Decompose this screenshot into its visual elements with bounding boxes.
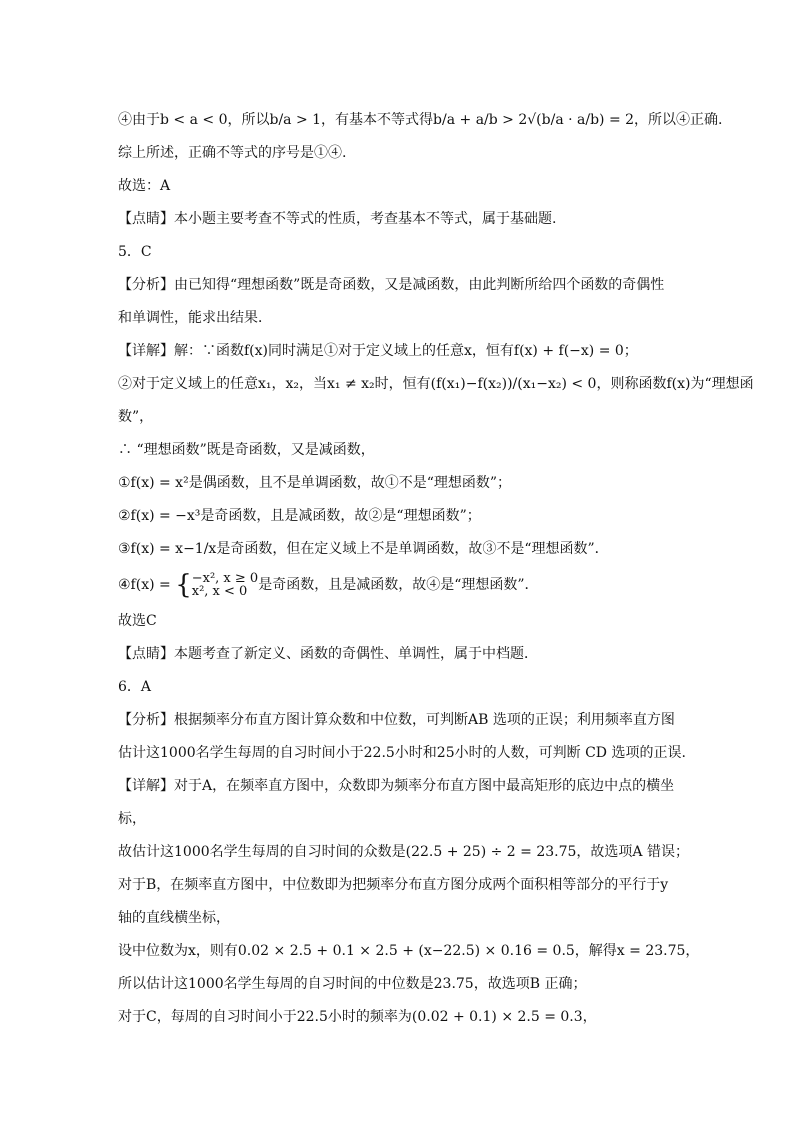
text-line: ∴ “理想函数”既是奇函数，又是减函数， [118,442,375,458]
brace-glyph: { [175,570,192,600]
text-line: 对于B，在频率直方图中，中位数即为把频率分布直方图分成两个面积相等部分的平行于y [118,877,669,893]
text-line: 【分析】由已知得“理想函数”既是奇函数，又是减函数，由此判断所给四个函数的奇偶性 [118,277,665,293]
text-line: 和单调性，能求出结果． [118,310,272,326]
piecewise-cases [192,572,258,598]
text-line: 轴的直线横坐标， [118,910,230,926]
text-line: 【详解】解：∵函数f(x)同时满足①对于定义域上的任意x，恒有f(x) + f(−x) = 0； [118,343,638,359]
text-line: 【详解】对于A，在频率直方图中，众数即为频率分布直方图中最高矩形的底边中点的横坐 [118,778,675,794]
text-line: ④由于b < a < 0，所以b/a > 1，有基本不等式得b/a + a/b > 2√(b/a · a/b) = 2，所以④正确. [118,112,723,128]
text-line: 综上所述，正确不等式的序号是①④. [118,145,347,161]
text-line: ①f(x) = x²是偶函数，且不是单调函数，故①不是“理想函数”； [118,475,512,491]
case-1: −x², x ≥ 0 [191,571,259,586]
text-line: 估计这1000名学生每周的自习时间小于22.5小时和25小时的人数，可判断 CD 选项的正误. [118,745,686,761]
question-number: 6．A [118,679,152,695]
text-line: 故选：A [118,178,171,194]
text-line: 【分析】根据频率分布直方图计算众数和中位数，可判断AB 选项的正误；利用频率直方图 [118,712,675,728]
piecewise-prefix: ④f(x) = [118,577,176,593]
question-number: 5．C [118,244,152,260]
case-2: x², x < 0 [191,584,248,599]
text-line: 【点睛】本题考查了新定义、函数的奇偶性、单调性，属于中档题． [118,646,538,662]
text-line: 故估计这1000名学生每周的自习时间的众数是(22.5 + 25) ÷ 2 = 23.75，故选项A 错误； [118,844,689,860]
piecewise-line [118,568,688,602]
text-line: 故选C [118,613,157,629]
text-line: 标， [118,811,146,827]
text-line: ②f(x) = −x³是奇函数，且是减函数，故②是“理想函数”； [118,508,481,524]
document-page [118,106,754,1036]
text-line: 数”， [118,409,154,425]
text-line: ③f(x) = x−1/x是奇函数，但在定义域上不是单调函数，故③不是“理想函数”． [118,541,609,557]
text-line: 【点睛】本小题主要考查不等式的性质，考查基本不等式，属于基础题. [118,211,557,227]
text-line: ②对于定义域上的任意x₁，x₂，当x₁ ≠ x₂时，恒有(f(x₁)−f(x₂))/(x₁−x₂) < 0，则称函数f(x)为“理想函 [118,376,754,392]
text-line: 所以估计这1000名学生每周的自习时间的中位数是23.75，故选项B 正确； [118,976,587,992]
text-line: 设中位数为x，则有0.02 × 2.5 + 0.1 × 2.5 + (x−22.5) × 0.16 = 0.5，解得x = 23.75， [118,943,700,959]
text-line: 对于C，每周的自习时间小于22.5小时的频率为(0.02 + 0.1) × 2.5 = 0.3， [118,1009,597,1025]
piecewise-suffix: 是奇函数，且是减函数，故④是“理想函数”． [258,577,539,593]
